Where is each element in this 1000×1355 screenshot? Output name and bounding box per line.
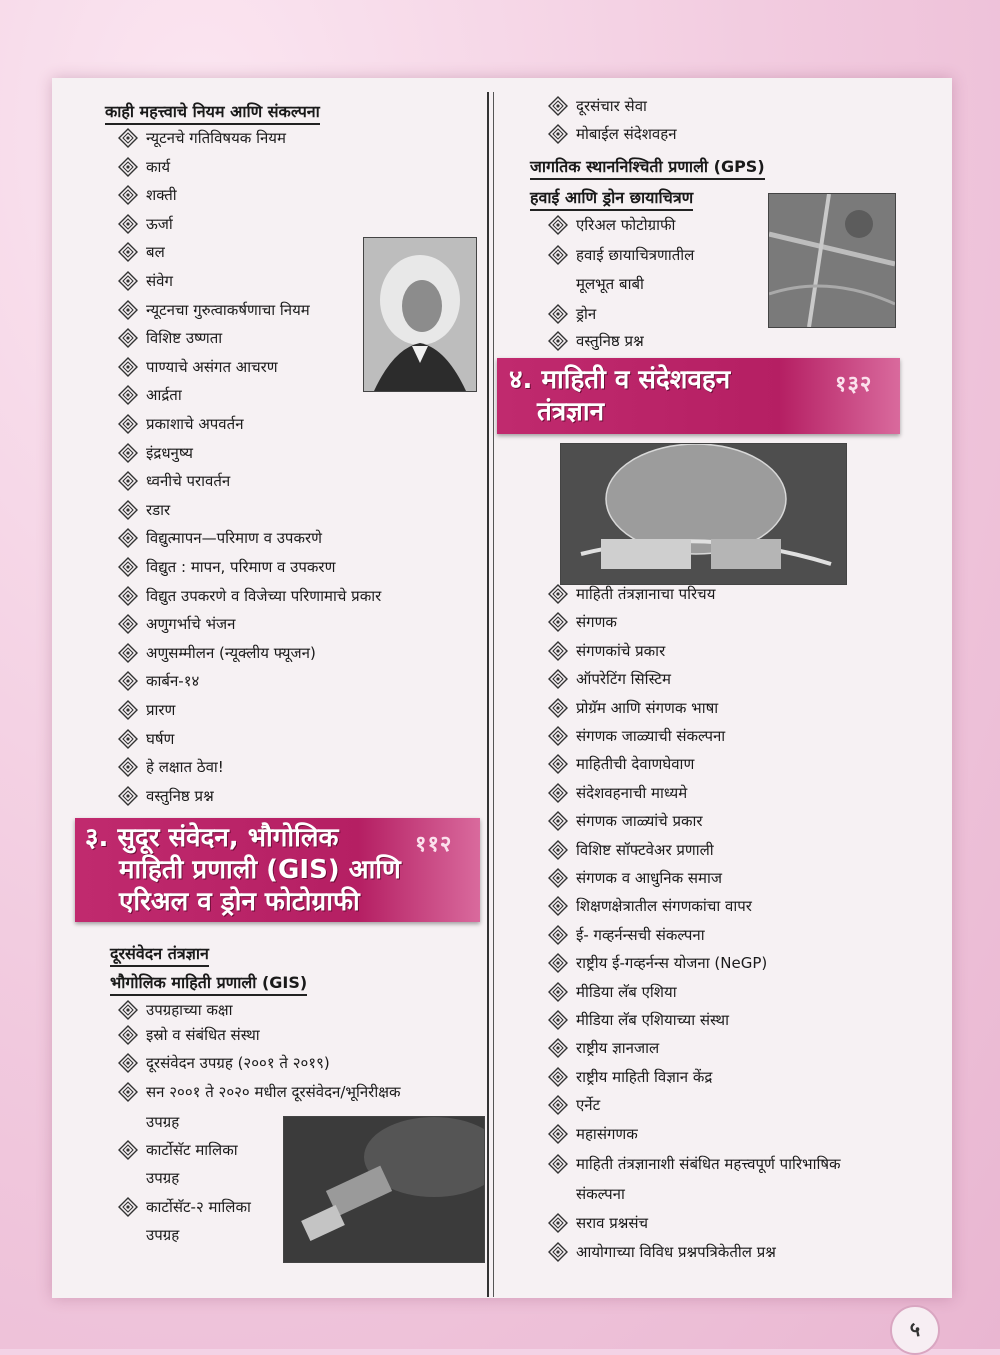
ornamental-bullet-icon — [548, 1038, 568, 1058]
list-item — [548, 327, 644, 355]
chapter-3-title-line2: माहिती प्रणाली (GIS) आणि — [119, 855, 401, 885]
ornamental-bullet-icon — [118, 328, 138, 348]
list-item-label: शक्ती — [146, 186, 177, 205]
chapter-3-title-line3: एरिअल व ड्रोन फोटोग्राफी — [119, 887, 360, 917]
list-item — [548, 637, 665, 665]
ornamental-bullet-icon — [548, 584, 568, 604]
ornamental-bullet-icon — [548, 641, 568, 661]
list-item-label: न्यूटनचे गतिविषयक नियम — [146, 129, 286, 147]
list-item — [548, 1150, 841, 1178]
satellite-image — [283, 1116, 485, 1263]
ornamental-bullet-icon — [548, 124, 568, 144]
ornamental-bullet-icon — [118, 157, 138, 177]
list-item — [548, 864, 722, 892]
list-item-label: ध्वनीचे परावर्तन — [146, 472, 231, 491]
list-item — [118, 524, 322, 552]
list-item — [118, 1164, 179, 1192]
list-item-label: उपग्रह — [146, 1226, 180, 1244]
list-item — [548, 92, 647, 120]
ornamental-bullet-icon — [548, 811, 568, 831]
list-item — [118, 496, 170, 524]
ornamental-bullet-icon — [118, 414, 138, 434]
list-item-label: ई- गव्हर्नन्सची संकल्पना — [576, 925, 705, 944]
ornamental-bullet-icon — [548, 612, 568, 632]
list-item — [548, 722, 725, 750]
list-item-label: सराव प्रश्नसंच — [576, 1214, 649, 1232]
list-item — [118, 1221, 179, 1249]
list-item-label: उपग्रहाच्या कक्षा — [146, 1001, 233, 1019]
list-item-label: मीडिया लॅब एशियाच्या संस्था — [576, 1011, 730, 1029]
list-item — [548, 779, 687, 807]
list-item — [548, 1238, 776, 1266]
list-item — [118, 467, 230, 495]
list-item-label: विद्युत उपकरणे व विजेच्या परिणामाचे प्रकार — [146, 586, 382, 605]
list-item-label: विद्युत्मापन—परिमाण व उपकरणे — [146, 529, 322, 548]
ornamental-bullet-icon — [118, 614, 138, 634]
list-item-label: मूलभूत बाबी — [576, 275, 644, 293]
list-item — [118, 124, 286, 152]
list-item-label: माहिती तंत्रज्ञानाचा परिचय — [576, 585, 716, 603]
list-item — [548, 300, 596, 328]
ornamental-bullet-icon — [118, 242, 138, 262]
list-item-label: न्यूटनचा गुरुत्वाकर्षणाचा नियम — [146, 300, 310, 319]
list-item — [118, 610, 235, 638]
ornamental-bullet-icon — [548, 982, 568, 1002]
ornamental-bullet-icon — [118, 443, 138, 463]
list-item-label: संगणकांचे प्रकार — [576, 641, 666, 660]
chapter-3-title-line1: ३. सुदूर संवेदन, भौगोलिक — [85, 823, 339, 853]
list-item — [548, 807, 703, 835]
list-item — [118, 381, 182, 409]
ornamental-bullet-icon — [548, 669, 568, 689]
chapter-3-banner — [75, 818, 480, 922]
section-heading-aerial: हवाई आणि ड्रोन छायाचित्रण — [530, 186, 693, 211]
list-item — [118, 153, 170, 181]
ornamental-bullet-icon — [548, 1154, 568, 1174]
list-item — [548, 978, 677, 1006]
list-item — [118, 753, 224, 781]
ornamental-bullet-icon — [118, 586, 138, 606]
ornamental-bullet-icon — [118, 357, 138, 377]
ornamental-bullet-icon — [548, 245, 568, 265]
list-item-label: विशिष्ट उष्णता — [146, 329, 223, 348]
ornamental-bullet-icon — [118, 1197, 138, 1217]
list-item-label: इंद्रधनुष्य — [146, 443, 193, 462]
list-item-label: दूरसंचार सेवा — [576, 97, 647, 115]
list-item-label: उपग्रह — [146, 1169, 180, 1187]
list-item — [118, 696, 175, 724]
page-number: ५ — [890, 1305, 940, 1355]
list-item — [118, 782, 214, 810]
list-item — [118, 1078, 400, 1106]
ornamental-bullet-icon — [548, 896, 568, 916]
ornamental-bullet-icon — [548, 1010, 568, 1030]
ornamental-bullet-icon — [118, 557, 138, 577]
list-item-label: एरिअल फोटोग्राफी — [576, 216, 676, 234]
ornamental-bullet-icon — [118, 729, 138, 749]
list-item-label: वस्तुनिष्ठ प्रश्न — [146, 786, 214, 805]
list-item — [118, 582, 381, 610]
section-heading-remote-sensing: दूरसंवेदन तंत्रज्ञान — [110, 942, 209, 967]
ornamental-bullet-icon — [548, 96, 568, 116]
list-item — [548, 241, 694, 269]
ornamental-bullet-icon — [118, 1025, 138, 1045]
list-item-label: विद्युत : मापन, परिमाण व उपकरण — [146, 558, 336, 576]
ornamental-bullet-icon — [118, 643, 138, 663]
list-item — [118, 996, 233, 1024]
ornamental-bullet-icon — [548, 304, 568, 324]
ornamental-bullet-icon — [118, 786, 138, 806]
list-item — [118, 1049, 330, 1077]
list-item — [548, 949, 767, 977]
list-item-label: संगणक व आधुनिक समाज — [576, 869, 723, 887]
list-item-label: पाण्याचे असंगत आचरण — [146, 357, 278, 376]
list-item-label: आर्द्रता — [146, 386, 182, 405]
list-item-label: सन २००१ ते २०२० मधील दूरसंवेदन/भूनिरीक्षक — [146, 1083, 401, 1101]
list-item-label: संदेशवहनाची माध्यमे — [576, 783, 688, 802]
ornamental-bullet-icon — [548, 698, 568, 718]
list-item-label: हे लक्षात ठेवा! — [146, 758, 224, 777]
list-item-label: कार्य — [146, 157, 171, 176]
list-item — [118, 238, 165, 266]
ornamental-bullet-icon — [548, 925, 568, 945]
ornamental-bullet-icon — [118, 471, 138, 491]
list-item — [118, 439, 193, 467]
list-item-label: मोबाईल संदेशवहन — [576, 125, 677, 143]
section-heading-gps: जागतिक स्थाननिश्चिती प्रणाली (GPS) — [530, 155, 765, 180]
list-item-label: माहितीची देवाणघेवाण — [576, 755, 695, 774]
ornamental-bullet-icon — [548, 1067, 568, 1087]
list-item-label: संवेग — [146, 272, 173, 290]
chapter-4-page-number: १३२ — [835, 372, 873, 397]
ornamental-bullet-icon — [548, 754, 568, 774]
list-item-label: अणुसम्मीलन (न्यूक्लीय फ्यूजन) — [146, 643, 316, 662]
list-item — [548, 270, 644, 298]
list-item-label: इस्रो व संबंधित संस्था — [146, 1026, 260, 1044]
list-item-label: प्रोग्रॅम आणि संगणक भाषा — [576, 698, 719, 717]
list-item — [118, 1193, 251, 1221]
list-item — [118, 1136, 238, 1164]
list-item-label: ऑपरेटिंग सिस्टिम — [576, 670, 671, 689]
list-item — [118, 267, 173, 295]
list-item-label: राष्ट्रीय माहिती विज्ञान केंद्र — [576, 1067, 713, 1086]
ornamental-bullet-icon — [548, 1124, 568, 1144]
aerial-photo-image — [768, 193, 896, 328]
list-item-label: कार्बन-१४ — [146, 672, 200, 691]
list-item — [548, 665, 671, 693]
list-item-label: बल — [146, 243, 165, 262]
list-item — [118, 181, 177, 209]
ornamental-bullet-icon — [548, 726, 568, 746]
list-item — [548, 1180, 625, 1208]
chapter-4-title-line2: तंत्रज्ञान — [537, 397, 605, 427]
ornamental-bullet-icon — [118, 700, 138, 720]
list-item-label: महासंगणक — [576, 1124, 638, 1143]
list-item — [118, 353, 278, 381]
list-item — [548, 750, 694, 778]
list-item — [548, 836, 714, 864]
ornamental-bullet-icon — [118, 1053, 138, 1073]
list-item-label: घर्षण — [146, 729, 175, 748]
list-item — [118, 667, 199, 695]
list-item-label: आयोगाच्या विविध प्रश्नपत्रिकेतील प्रश्न — [576, 1243, 776, 1261]
list-item — [118, 553, 335, 581]
list-item-label: रडार — [146, 500, 171, 519]
list-item-label: माहिती तंत्रज्ञानाशी संबंधित महत्त्वपूर्ण पारिभाषिक — [576, 1155, 841, 1173]
chapter-4-title-line1: ४. माहिती व संदेशवहन — [509, 365, 731, 395]
list-item-label: मीडिया लॅब एशिया — [576, 982, 677, 1001]
list-item-label: अणुगर्भाचे भंजन — [146, 615, 236, 634]
list-item — [548, 892, 752, 920]
list-item — [118, 639, 316, 667]
list-item — [118, 725, 174, 753]
list-item-label: हवाई छायाचित्रणातील — [576, 246, 695, 264]
list-item — [118, 324, 222, 352]
chapter-4-banner — [497, 358, 900, 434]
communication-globe-image — [560, 443, 847, 585]
list-item — [118, 410, 244, 438]
list-item — [548, 1091, 600, 1119]
list-item — [118, 296, 310, 324]
list-item-label: उपग्रह — [146, 1113, 180, 1131]
list-item — [548, 694, 718, 722]
list-item-label: कार्टोसॅट मालिका — [146, 1141, 238, 1159]
list-item — [548, 1034, 659, 1062]
column-divider — [487, 92, 494, 1297]
list-item — [118, 210, 173, 238]
list-item-label: संगणक जाळ्यांचे प्रकार — [576, 812, 703, 831]
ornamental-bullet-icon — [548, 783, 568, 803]
list-item — [548, 1063, 712, 1091]
list-item-label: ऊर्जा — [146, 214, 173, 233]
list-item-label: दूरसंवेदन उपग्रह (२००१ ते २०१९) — [146, 1054, 330, 1072]
ornamental-bullet-icon — [118, 300, 138, 320]
list-item-label: वस्तुनिष्ठ प्रश्न — [576, 332, 644, 350]
ornamental-bullet-icon — [118, 500, 138, 520]
list-item — [548, 1120, 638, 1148]
ornamental-bullet-icon — [548, 215, 568, 235]
list-item — [548, 1006, 729, 1034]
newton-portrait-image — [363, 237, 477, 392]
list-item — [118, 1021, 260, 1049]
list-item — [548, 120, 677, 148]
ornamental-bullet-icon — [118, 1000, 138, 1020]
list-item — [548, 921, 705, 949]
list-item-label: ड्रोन — [576, 305, 597, 323]
list-item-label: प्रारण — [146, 701, 176, 719]
list-item — [548, 608, 617, 636]
list-item-label: संगणक — [576, 613, 617, 632]
ornamental-bullet-icon — [118, 271, 138, 291]
ornamental-bullet-icon — [118, 757, 138, 777]
list-item-label: राष्ट्रीय ज्ञानजाल — [576, 1039, 660, 1058]
ornamental-bullet-icon — [118, 128, 138, 148]
ornamental-bullet-icon — [548, 1213, 568, 1233]
ornamental-bullet-icon — [548, 868, 568, 888]
list-item-label: संगणक जाळ्याची संकल्पना — [576, 727, 726, 745]
ornamental-bullet-icon — [118, 385, 138, 405]
list-item — [118, 1108, 179, 1136]
ornamental-bullet-icon — [118, 1140, 138, 1160]
list-item-label: राष्ट्रीय ई-गव्हर्नन्स योजना (NeGP) — [576, 954, 768, 973]
section-heading-rules: काही महत्त्वाचे नियम आणि संकल्पना — [105, 100, 320, 125]
ornamental-bullet-icon — [548, 1095, 568, 1115]
list-item — [548, 580, 715, 608]
ornamental-bullet-icon — [548, 1242, 568, 1262]
list-item — [548, 211, 675, 239]
list-item-label: कार्टोसॅट-२ मालिका — [146, 1198, 251, 1216]
ornamental-bullet-icon — [118, 185, 138, 205]
list-item-label: प्रकाशाचे अपवर्तन — [146, 415, 244, 433]
ornamental-bullet-icon — [548, 840, 568, 860]
list-item-label: विशिष्ट सॉफ्टवेअर प्रणाली — [576, 840, 714, 859]
list-item-label: संकल्पना — [576, 1185, 625, 1203]
ornamental-bullet-icon — [118, 1082, 138, 1102]
list-item — [548, 1209, 648, 1237]
chapter-3-page-number: ११२ — [415, 832, 453, 857]
ornamental-bullet-icon — [548, 953, 568, 973]
section-heading-gis: भौगोलिक माहिती प्रणाली (GIS) — [110, 971, 307, 996]
list-item-label: शिक्षणक्षेत्रातील संगणकांचा वापर — [576, 897, 752, 916]
ornamental-bullet-icon — [118, 671, 138, 691]
ornamental-bullet-icon — [118, 214, 138, 234]
ornamental-bullet-icon — [118, 528, 138, 548]
list-item-label: एर्नेट — [576, 1096, 601, 1115]
ornamental-bullet-icon — [548, 331, 568, 351]
